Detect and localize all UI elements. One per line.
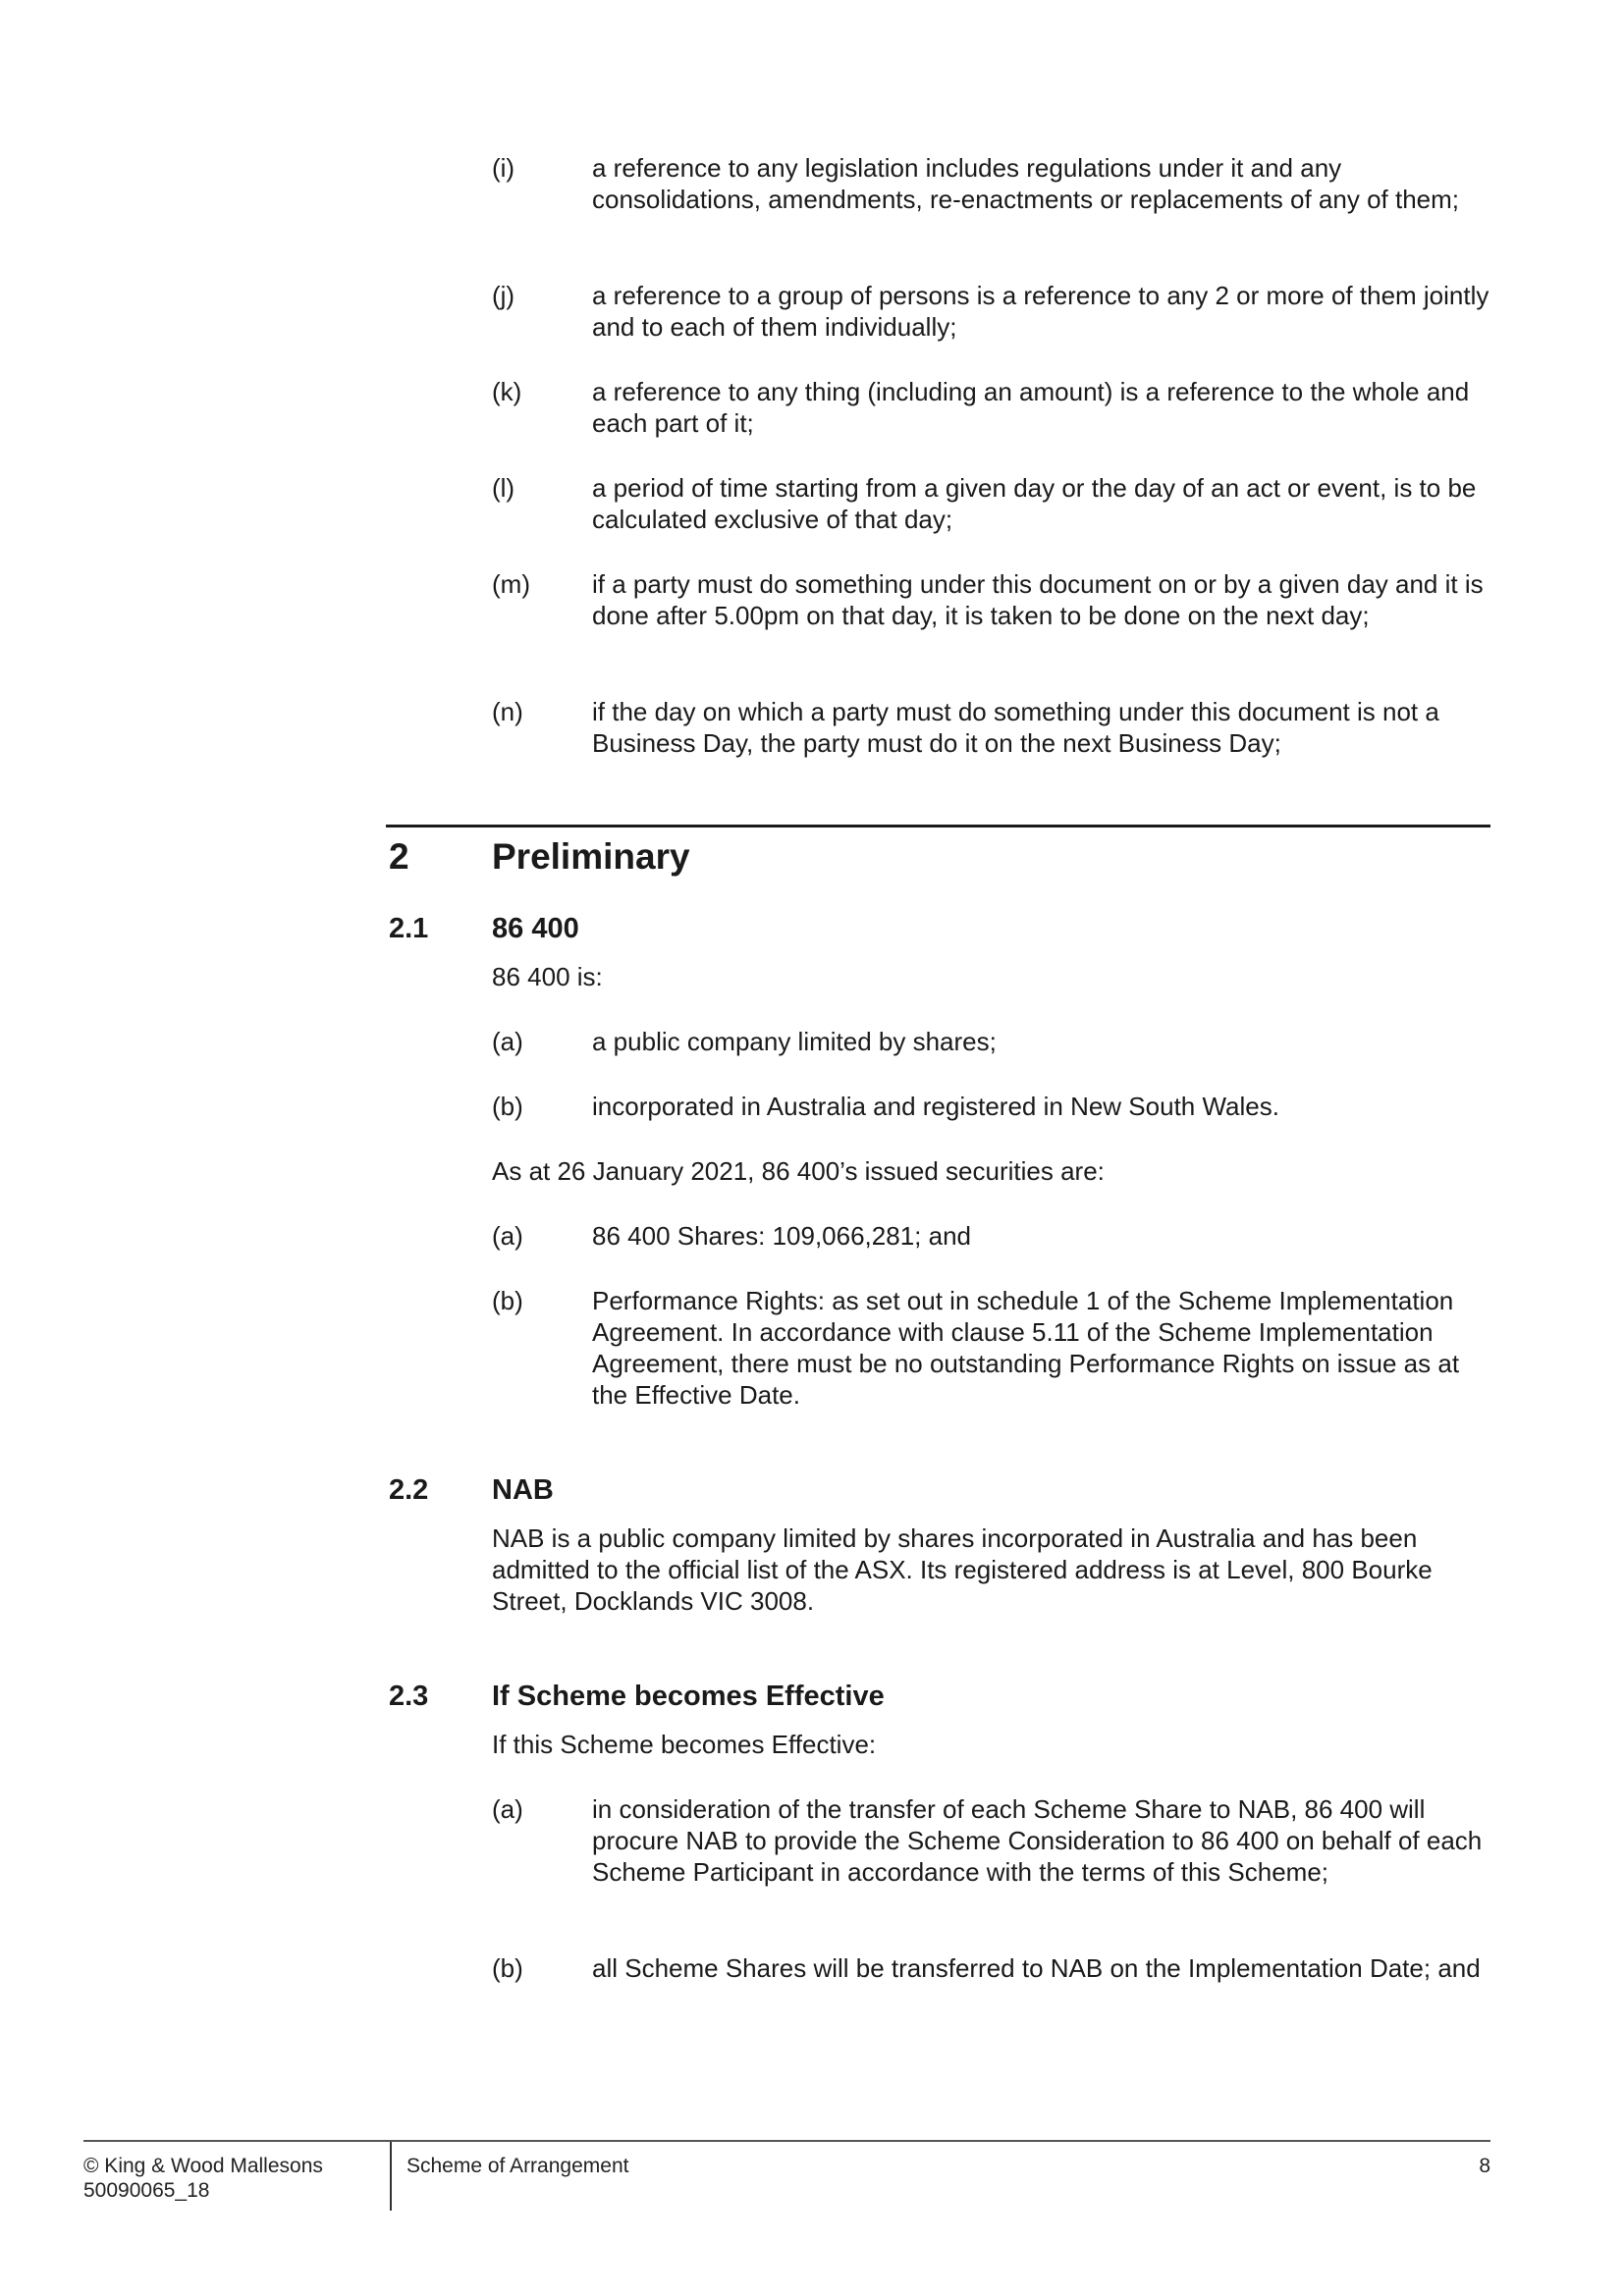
list-item	[386, 472, 1490, 535]
clause-title: NAB	[492, 1474, 554, 1506]
list-item-label: (m)	[492, 569, 530, 599]
clause-lead: If this Scheme becomes Effective:	[492, 1730, 877, 1759]
clause-number: 2.3	[389, 1681, 429, 1712]
list-item	[386, 1220, 1490, 1252]
list-item	[386, 1091, 1490, 1122]
list-item-text: incorporated in Australia and registered in New South Wales.	[592, 1092, 1279, 1121]
clause-title: 86 400	[492, 913, 579, 944]
page-content	[386, 152, 1490, 2015]
list-item	[386, 280, 1490, 343]
clause-text: NAB is a public company limited by shares incorporated in Australia and has been admitted to the official list of the ASX. Its registered address is at Level, 800 Bourke Street, Docklands VIC 3008.	[492, 1523, 1433, 1616]
list-item-label: (a)	[492, 1027, 523, 1056]
list-item-text: a reference to any legislation includes regulations under it and any consolidations, amendments, re-enactments or replacements of any of them;	[592, 153, 1459, 214]
clause-lead: As at 26 January 2021, 86 400’s issued securities are:	[492, 1156, 1105, 1186]
list-item-text: 86 400 Shares: 109,066,281; and	[592, 1221, 971, 1251]
list-item	[386, 152, 1490, 246]
list-item-text: a period of time starting from a given day or the day of an act or event, is to be calculated exclusive of that day;	[592, 473, 1477, 534]
list-item-text: Performance Rights: as set out in schedule 1 of the Scheme Implementation Agreement. In accordance with clause 5.11 of the Scheme Implementation Agreement, there must be no outstanding Performance Rights on issue as at the Effective Date.	[592, 1286, 1460, 1410]
list-item-text: if a party must do something under this document on or by a given day and it is done after 5.00pm on that day, it is taken to be done on the next day;	[592, 569, 1484, 630]
list-item-label: (b)	[492, 1092, 523, 1121]
list-item-text: all Scheme Shares will be transferred to NAB on the Implementation Date; and	[592, 1953, 1481, 1983]
clause-heading	[386, 1680, 1490, 1713]
list-item	[386, 1026, 1490, 1057]
list-item-label: (b)	[492, 1953, 523, 1983]
section-title: Preliminary	[492, 836, 690, 877]
list-item-label: (k)	[492, 377, 522, 406]
document-title: Scheme of Arrangement	[406, 2155, 629, 2177]
footer-divider	[390, 2142, 392, 2211]
list-item-label: (b)	[492, 1286, 523, 1315]
list-item	[386, 1285, 1490, 1411]
clause-lead: 86 400 is:	[492, 962, 603, 991]
list-item	[386, 376, 1490, 439]
list-item	[386, 1793, 1490, 1919]
list-item-text: a reference to a group of persons is a reference to any 2 or more of them jointly and to each of them individually;	[592, 281, 1489, 342]
list-item	[386, 696, 1490, 759]
footer-left	[83, 2154, 323, 2203]
list-item-label: (a)	[492, 1221, 523, 1251]
clause-number: 2.2	[389, 1474, 429, 1506]
list-item	[386, 568, 1490, 663]
list-item-text: in consideration of the transfer of each Scheme Share to NAB, 86 400 will procure NAB to provide the Scheme Consideration to 86 400 on behalf of each Scheme Participant in accordance with the terms of this Scheme;	[592, 1794, 1483, 1887]
clause-title: If Scheme becomes Effective	[492, 1681, 885, 1712]
clause-number: 2.1	[389, 913, 429, 944]
document-id: 50090065_18	[83, 2179, 210, 2202]
list-item-label: (j)	[492, 281, 515, 310]
list-item-label: (i)	[492, 153, 515, 183]
list-item-label: (l)	[492, 473, 515, 503]
copyright-text: © King & Wood Mallesons	[83, 2155, 323, 2177]
list-item	[386, 1952, 1490, 2015]
section-heading	[386, 825, 1490, 890]
page-footer	[83, 2140, 1490, 2211]
section-number: 2	[389, 836, 409, 877]
list-item-label: (a)	[492, 1794, 523, 1824]
list-item-label: (n)	[492, 697, 523, 726]
list-item-text: a public company limited by shares;	[592, 1027, 997, 1056]
list-item-text: a reference to any thing (including an amount) is a reference to the whole and each part of it;	[592, 377, 1470, 438]
list-item-text: if the day on which a party must do something under this document is not a Business Day, the party must do it on the next Business Day;	[592, 697, 1439, 758]
page-number: 8	[1479, 2155, 1490, 2177]
clause-heading	[386, 1473, 1490, 1507]
clause-heading	[386, 912, 1490, 945]
